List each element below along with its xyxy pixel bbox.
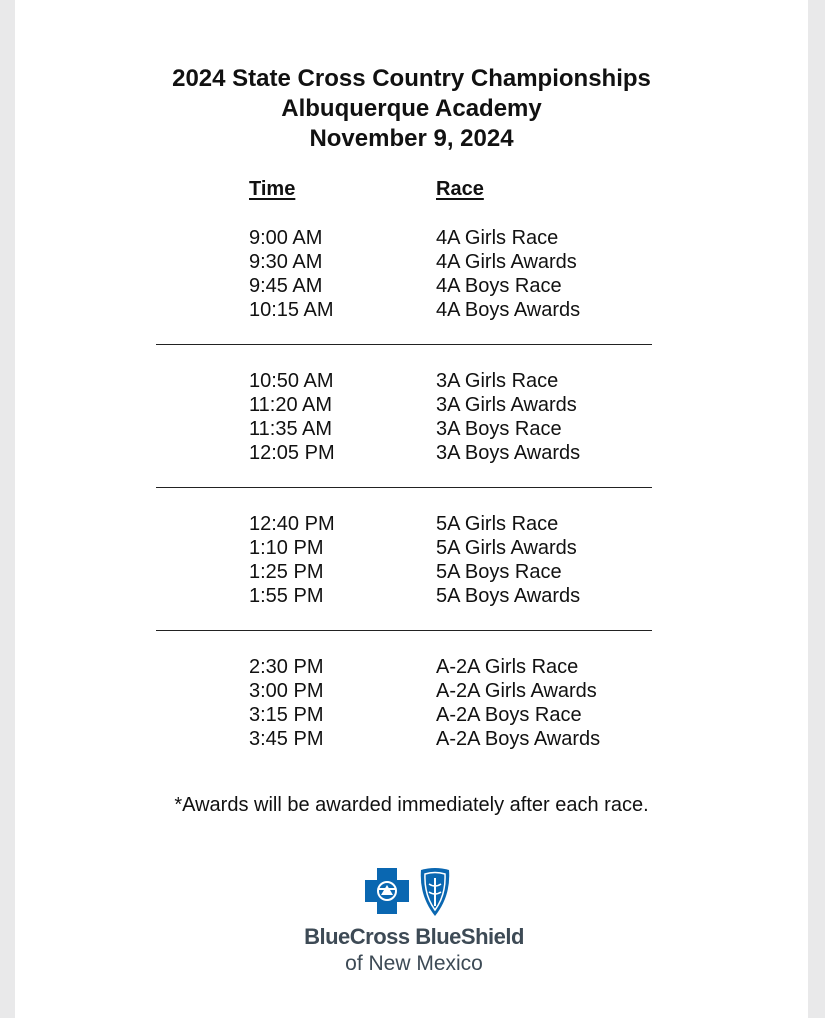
blue-cross-icon	[365, 868, 409, 914]
schedule-row	[15, 536, 808, 560]
row-time: 1:10 PM	[249, 537, 324, 559]
section-divider	[156, 344, 652, 345]
schedule-section-3a	[15, 369, 808, 465]
date-title: November 9, 2024	[309, 125, 514, 152]
row-time: 1:55 PM	[249, 585, 324, 607]
row-race: 5A Boys Race	[436, 561, 562, 583]
schedule-row	[15, 369, 808, 393]
row-race: 4A Girls Race	[436, 227, 559, 249]
row-race: A-2A Girls Awards	[436, 680, 597, 702]
row-time: 3:00 PM	[249, 680, 324, 702]
row-time: 9:00 AM	[249, 227, 323, 249]
row-time: 9:30 AM	[249, 251, 323, 273]
row-time: 1:25 PM	[249, 561, 324, 583]
row-time: 3:15 PM	[249, 704, 324, 726]
row-time: 12:05 PM	[249, 442, 335, 464]
row-race: A-2A Boys Race	[436, 704, 582, 726]
row-race: 5A Girls Awards	[436, 537, 577, 559]
sponsor-subtitle: of New Mexico	[345, 952, 483, 975]
schedule-row	[15, 703, 808, 727]
schedule-section-5a	[15, 512, 808, 608]
schedule-row	[15, 584, 808, 608]
row-time: 9:45 AM	[249, 275, 323, 297]
title-block	[15, 64, 808, 154]
schedule-row	[15, 298, 808, 322]
row-race: 3A Girls Race	[436, 370, 559, 392]
sponsor-logo	[295, 862, 533, 978]
sponsor-logo-icons	[363, 866, 463, 918]
schedule-row	[15, 655, 808, 679]
schedule-section-a2a	[15, 655, 808, 751]
schedule-row	[15, 226, 808, 250]
schedule-row	[15, 393, 808, 417]
row-time: 3:45 PM	[249, 728, 324, 750]
row-race: 4A Boys Awards	[436, 299, 581, 321]
row-race: 4A Girls Awards	[436, 251, 577, 273]
row-time: 11:35 AM	[249, 418, 333, 440]
row-time: 10:50 AM	[249, 370, 334, 392]
row-race: 5A Girls Race	[436, 513, 559, 535]
venue-title: Albuquerque Academy	[281, 95, 542, 122]
race-column-header: Race	[436, 178, 484, 200]
schedule-row	[15, 441, 808, 465]
schedule-row	[15, 250, 808, 274]
row-race: A-2A Boys Awards	[436, 728, 601, 750]
row-race: A-2A Girls Race	[436, 656, 579, 678]
schedule-row	[15, 679, 808, 703]
schedule-row	[15, 727, 808, 751]
awards-footnote: *Awards will be awarded immediately after each race.	[174, 794, 649, 816]
row-race: 3A Boys Awards	[436, 442, 581, 464]
schedule-page	[15, 0, 808, 1018]
row-time: 2:30 PM	[249, 656, 324, 678]
schedule-row	[15, 274, 808, 298]
row-race: 3A Girls Awards	[436, 394, 577, 416]
schedule-row	[15, 512, 808, 536]
section-divider	[156, 487, 652, 488]
row-race: 4A Boys Race	[436, 275, 562, 297]
blue-shield-icon	[421, 868, 449, 916]
time-column-header: Time	[249, 178, 296, 200]
row-time: 11:20 AM	[249, 394, 333, 416]
row-race: 3A Boys Race	[436, 418, 562, 440]
row-time: 12:40 PM	[249, 513, 335, 535]
schedule-row	[15, 560, 808, 584]
schedule-row	[15, 417, 808, 441]
row-race: 5A Boys Awards	[436, 585, 581, 607]
sponsor-name: BlueCross BlueShield	[304, 924, 524, 949]
section-divider	[156, 630, 652, 631]
schedule-section-4a	[15, 226, 808, 322]
page-title: 2024 State Cross Country Championships	[172, 65, 651, 92]
row-time: 10:15 AM	[249, 299, 334, 321]
